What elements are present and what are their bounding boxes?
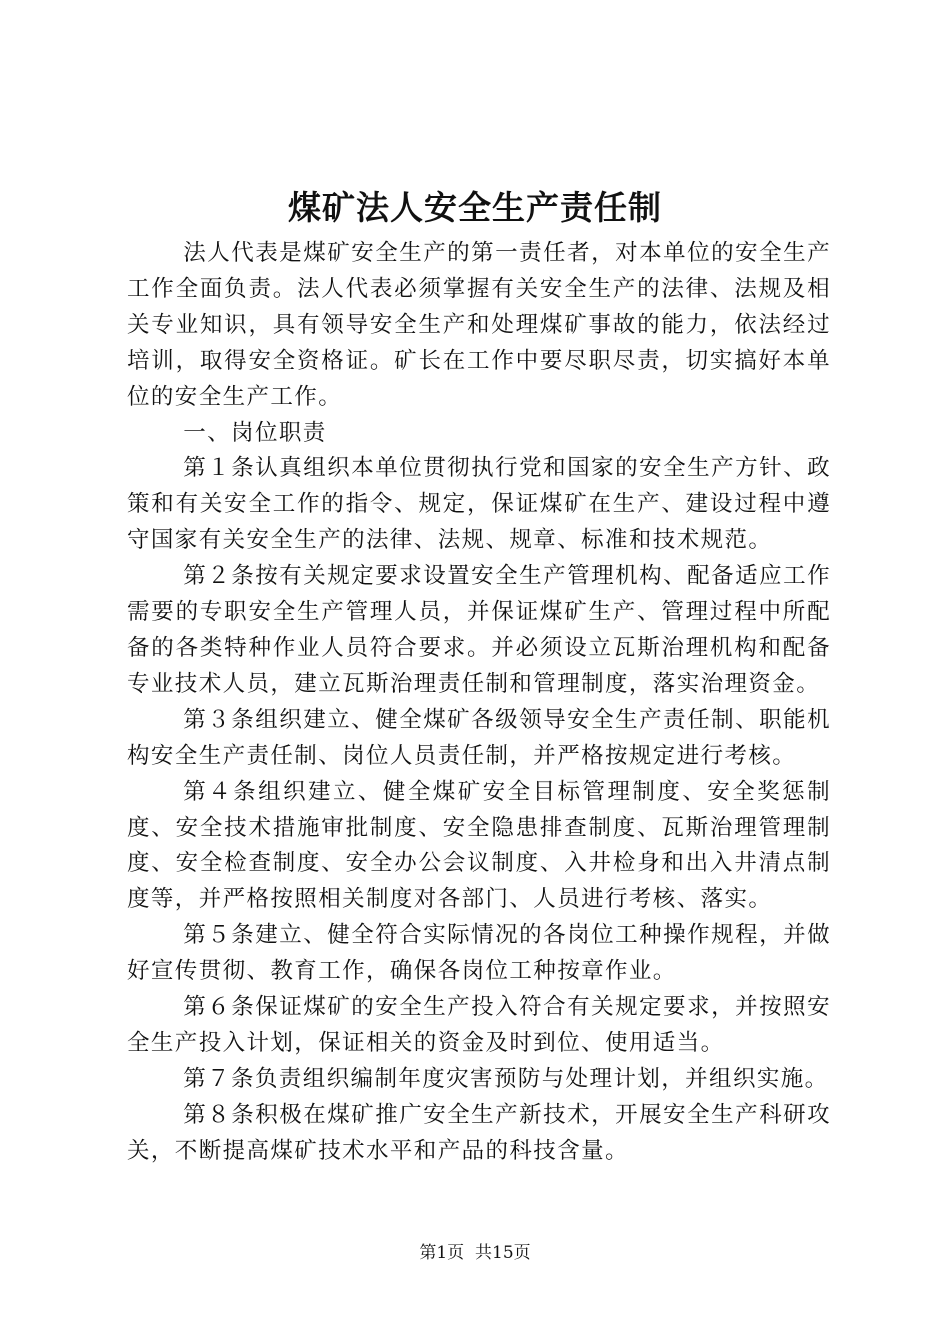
page-number: 第1页 [419,1243,465,1263]
document-title: 煤矿法人安全生产责任制 [288,188,662,227]
article-7: 第７条负责组织编制年度灾害预防与处理计划，并组织实施。 [183,1065,829,1092]
intro-paragraph: 法人代表是煤矿安全生产的第一责任者，对本单位的安全生产工作全面负责。法人代表必须掌握有关安全生产的法律、法规及相关专业知识，具有领导安全生产和处理煤矿事故的能力，依法经过培训，取得安全资格证。矿长在工作中要尽职尽责，切实搞好本单位的安全生产工作。 [127,240,831,410]
article-8: 第８条积极在煤矿推广安全生产新技术，开展安全生产科研攻关，不断提高煤矿技术水平和产品的科技含量。 [127,1101,831,1164]
footer-gap [464,1243,475,1263]
article-1: 第１条认真组织本单位贯彻执行党和国家的安全生产方针、政策和有关安全工作的指令、规定，保证煤矿在生产、建设过程中遵守国家有关安全生产的法律、法规、规章、标准和技术规范。 [127,455,831,554]
article-4: 第４条组织建立、健全煤矿安全目标管理制度、安全奖惩制度、安全技术措施审批制度、安全隐患排查制度、瓦斯治理管理制度、安全检查制度、安全办公会议制度、入井检身和出入井清点制度等，并严格按照相关制度对各部门、人员进行考核、落实。 [127,778,831,913]
page-total: 共15页 [475,1243,531,1263]
article-2: 第２条按有关规定要求设置安全生产管理机构、配备适应工作需要的专职安全生产管理人员，并保证煤矿生产、管理过程中所配备的各类特种作业人员符合要求。并必须设立瓦斯治理机构和配备专业技术人员，建立瓦斯治理责任制和管理制度，落实治理资金。 [127,563,831,697]
article-3: 第３条组织建立、健全煤矿各级领导安全生产责任制、职能机构安全生产责任制、岗位人员责任制，并严格按规定进行考核。 [127,706,831,769]
page-footer [0,1240,950,1266]
article-6: 第６条保证煤矿的安全生产投入符合有关规定要求，并按照安全生产投入计划，保证相关的资金及时到位、使用适当。 [127,994,831,1056]
document-body [127,236,831,1170]
article-5: 第５条建立、健全符合实际情况的各岗位工种操作规程，并做好宣传贯彻、教育工作，确保各岗位工种按章作业。 [127,922,831,985]
section-heading: 一、岗位职责 [183,419,327,446]
